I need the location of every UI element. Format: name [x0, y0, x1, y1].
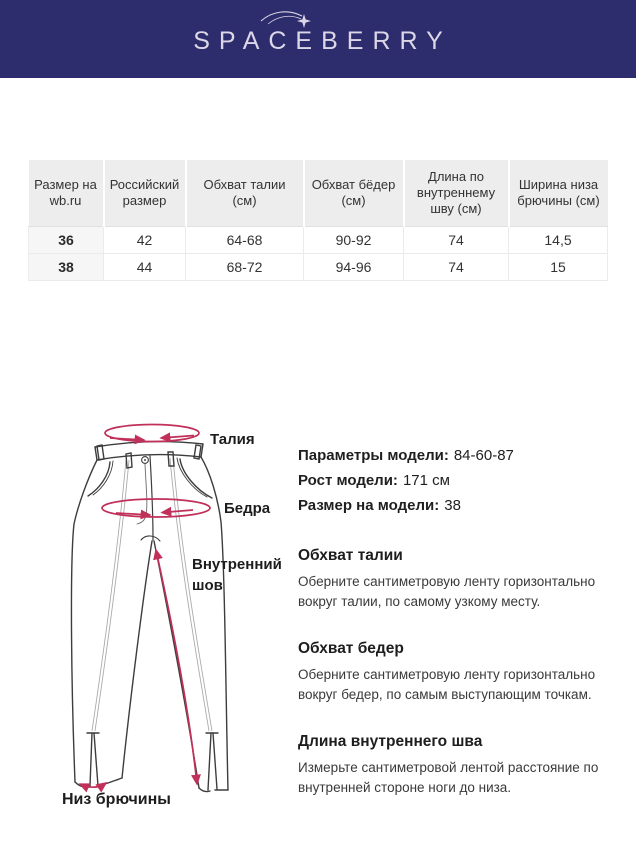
col-header-waist: Обхват талии (см): [186, 160, 304, 227]
model-height-label: Рост модели:: [298, 472, 398, 489]
table-cell: 14,5: [509, 227, 608, 254]
col-header-hips: Обхват бёдер (см): [304, 160, 404, 227]
hips-label: Бедра: [224, 500, 271, 517]
guide-waist-title: Обхват талии: [298, 547, 403, 564]
table-cell: 74: [404, 254, 509, 281]
measurement-info-column: [298, 443, 614, 797]
table-cell: 94-96: [304, 254, 404, 281]
hips-measure-ellipse: [102, 499, 210, 517]
table-cell: 38: [29, 254, 104, 281]
table-row: [29, 227, 608, 254]
table-cell: 15: [509, 254, 608, 281]
size-table: [28, 160, 608, 281]
table-cell: 90-92: [304, 227, 404, 254]
table-cell: 36: [29, 227, 104, 254]
guide-section-waist: [298, 547, 614, 611]
table-cell: 44: [104, 254, 186, 281]
model-params-line: [298, 443, 614, 468]
hem-label: Низ брючины: [62, 791, 171, 808]
model-params-value: 84-60-87: [453, 447, 514, 464]
guide-hips-text: Оберните сантиметровую ленту горизонтально вокруг бедер, по самым выступающим точкам.: [298, 667, 596, 702]
guide-inseam-title: Длина внутреннего шва: [298, 733, 483, 750]
inseam-label: Внутренний шов: [192, 556, 282, 594]
guide-section-hips: [298, 640, 614, 704]
table-header-row: [29, 160, 608, 227]
model-height-value: 171 см: [402, 472, 450, 489]
col-header-wb-size: Размер на wb.ru: [29, 160, 104, 227]
brand-banner: [0, 0, 636, 78]
model-size-line: [298, 493, 614, 518]
col-header-ru-size: Российский размер: [104, 160, 186, 227]
table-row: [29, 254, 608, 281]
guide-hips-title: Обхват бедер: [298, 640, 404, 657]
brand-logo: SPACEBERRY: [193, 27, 452, 55]
model-size-value: 38: [444, 497, 461, 514]
size-table-section: [28, 160, 607, 281]
pants-diagram: [40, 410, 300, 830]
table-cell: 74: [404, 227, 509, 254]
table-cell: 68-72: [186, 254, 304, 281]
model-params-label: Параметры модели:: [298, 447, 449, 464]
model-height-line: [298, 468, 614, 493]
model-size-label: Размер на модели:: [298, 497, 440, 514]
guide-section-inseam: [298, 733, 614, 797]
table-cell: 42: [104, 227, 186, 254]
guide-waist-text: Оберните сантиметровую ленту горизонтально вокруг талии, по самому узкому месту.: [298, 574, 596, 609]
pants-outline: [71, 442, 228, 792]
waist-label: Талия: [210, 431, 255, 448]
table-cell: 64-68: [186, 227, 304, 254]
guide-inseam-text: Измерьте сантиметровой лентой расстояние по внутренней стороне ноги до низа.: [298, 760, 599, 795]
col-header-inseam-length: Длина по внутреннему шву (см): [404, 160, 509, 227]
col-header-hem-width: Ширина низа брючины (см): [509, 160, 608, 227]
